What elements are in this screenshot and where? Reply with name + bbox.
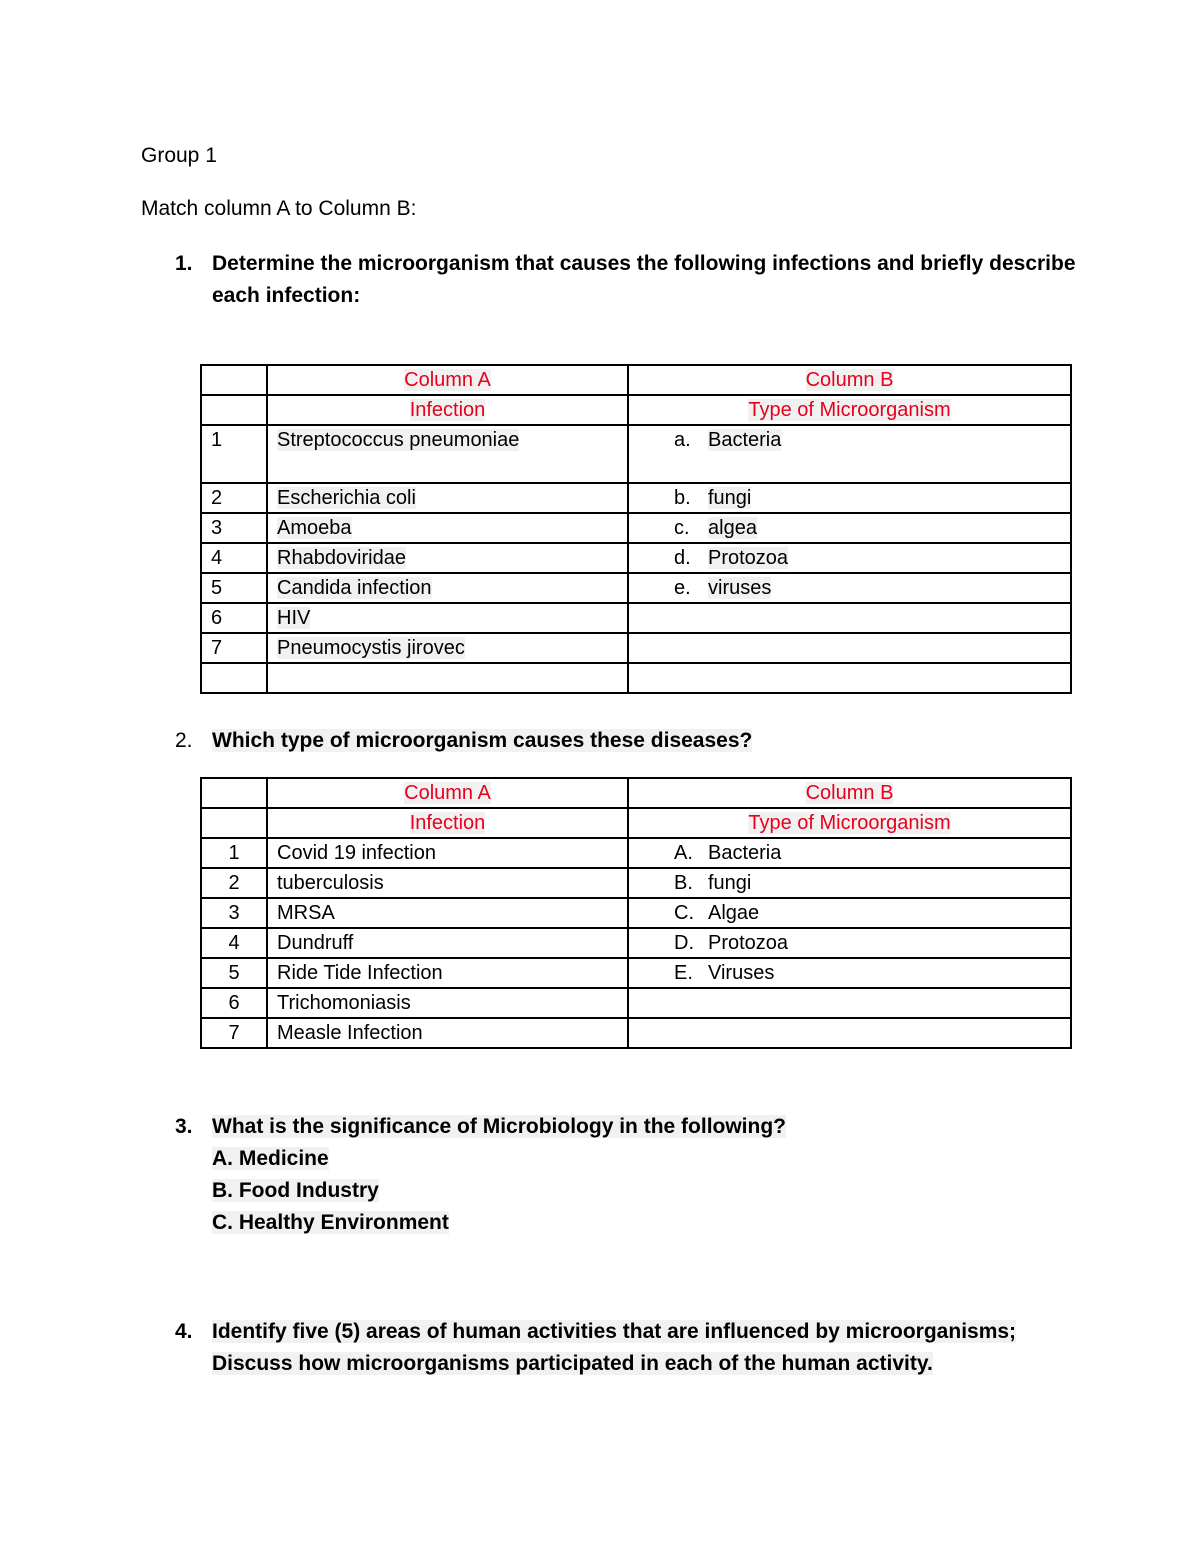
- question-number: 1.: [175, 252, 193, 275]
- row-number: 4: [201, 928, 267, 958]
- row-number: 5: [201, 573, 267, 603]
- question-text-line1: Determine the microorganism that causes the following infections and briefly describe: [212, 252, 1076, 275]
- table-header-row: [201, 365, 1071, 395]
- row-number: 2: [201, 868, 267, 898]
- row-number: 6: [201, 988, 267, 1018]
- question-number: 4.: [175, 1320, 193, 1343]
- infection-cell: tuberculosis: [267, 868, 628, 898]
- table-row: [201, 838, 1071, 868]
- table-row: [201, 603, 1071, 633]
- microorganism-cell: E. Viruses: [628, 958, 1071, 988]
- microorganism-cell: [628, 1018, 1071, 1048]
- row-number: 4: [201, 543, 267, 573]
- row-number: 5: [201, 958, 267, 988]
- infection-cell: HIV: [267, 603, 628, 633]
- matching-table-1: [200, 364, 1072, 694]
- microorganism-cell: [628, 988, 1071, 1018]
- question-number: 3.: [175, 1115, 193, 1138]
- microorganism-cell: a. Bacteria: [628, 425, 1071, 483]
- microorganism-cell: d. Protozoa: [628, 543, 1071, 573]
- infection-cell: MRSA: [267, 898, 628, 928]
- table-row: [201, 513, 1071, 543]
- table-header-row: [201, 778, 1071, 808]
- column-b-header: Column B: [628, 778, 1071, 808]
- infection-cell: Trichomoniasis: [267, 988, 628, 1018]
- table-row-empty: [201, 663, 1071, 693]
- question-text: Which type of microorganism causes these diseases?: [212, 729, 753, 752]
- column-b-subheader: Type of Microorganism: [628, 808, 1071, 838]
- row-number: 7: [201, 633, 267, 663]
- row-number: 3: [201, 513, 267, 543]
- column-b-header: Column B: [628, 365, 1071, 395]
- table-row: [201, 868, 1071, 898]
- column-a-header: Column A: [267, 778, 628, 808]
- table-subheader-row: [201, 808, 1071, 838]
- table-row: [201, 898, 1071, 928]
- question-text-line2: each infection:: [212, 284, 361, 307]
- microorganism-cell: b. fungi: [628, 483, 1071, 513]
- infection-cell: Covid 19 infection: [267, 838, 628, 868]
- infection-cell: Pneumocystis jirovec: [267, 633, 628, 663]
- microorganism-cell: [628, 633, 1071, 663]
- infection-cell: Rhabdoviridae: [267, 543, 628, 573]
- table-row: [201, 483, 1071, 513]
- infection-cell: Dundruff: [267, 928, 628, 958]
- microorganism-cell: D. Protozoa: [628, 928, 1071, 958]
- infection-cell: Measle Infection: [267, 1018, 628, 1048]
- list-item: A. Medicine: [212, 1147, 329, 1170]
- microorganism-cell: c. algea: [628, 513, 1071, 543]
- row-number: 7: [201, 1018, 267, 1048]
- infection-cell: Amoeba: [267, 513, 628, 543]
- infection-cell: Streptococcus pneumoniae: [267, 425, 628, 483]
- question-number: 2.: [175, 729, 193, 752]
- infection-cell: Escherichia coli: [267, 483, 628, 513]
- table-row: [201, 988, 1071, 1018]
- list-item: B. Food Industry: [212, 1179, 379, 1202]
- table-row: [201, 573, 1071, 603]
- question-text-line1: Identify five (5) areas of human activities that are influenced by microorganisms;: [212, 1320, 1017, 1343]
- table-row: [201, 425, 1071, 483]
- question-text: What is the significance of Microbiology in the following?: [212, 1115, 787, 1138]
- column-b-subheader: Type of Microorganism: [628, 395, 1071, 425]
- row-number: 3: [201, 898, 267, 928]
- table-row: [201, 958, 1071, 988]
- microorganism-cell: A. Bacteria: [628, 838, 1071, 868]
- microorganism-cell: [628, 603, 1071, 633]
- microorganism-cell: C. Algae: [628, 898, 1071, 928]
- row-number: 1: [201, 425, 267, 483]
- row-number: 6: [201, 603, 267, 633]
- microorganism-cell: e. viruses: [628, 573, 1071, 603]
- table-subheader-row: [201, 395, 1071, 425]
- matching-table-2: [200, 777, 1072, 1049]
- question-text-line2: Discuss how microorganisms participated in each of the human activity.: [212, 1352, 933, 1375]
- infection-cell: Ride Tide Infection: [267, 958, 628, 988]
- column-a-subheader: Infection: [267, 808, 628, 838]
- table-row: [201, 633, 1071, 663]
- column-a-header: Column A: [267, 365, 628, 395]
- table-row: [201, 543, 1071, 573]
- instruction: Match column A to Column B:: [141, 197, 417, 220]
- infection-cell: Candida infection: [267, 573, 628, 603]
- row-number: 2: [201, 483, 267, 513]
- table-row: [201, 928, 1071, 958]
- list-item: C. Healthy Environment: [212, 1211, 449, 1234]
- column-a-subheader: Infection: [267, 395, 628, 425]
- row-number: 1: [201, 838, 267, 868]
- table-row: [201, 1018, 1071, 1048]
- microorganism-cell: B. fungi: [628, 868, 1071, 898]
- group-title: Group 1: [141, 144, 217, 167]
